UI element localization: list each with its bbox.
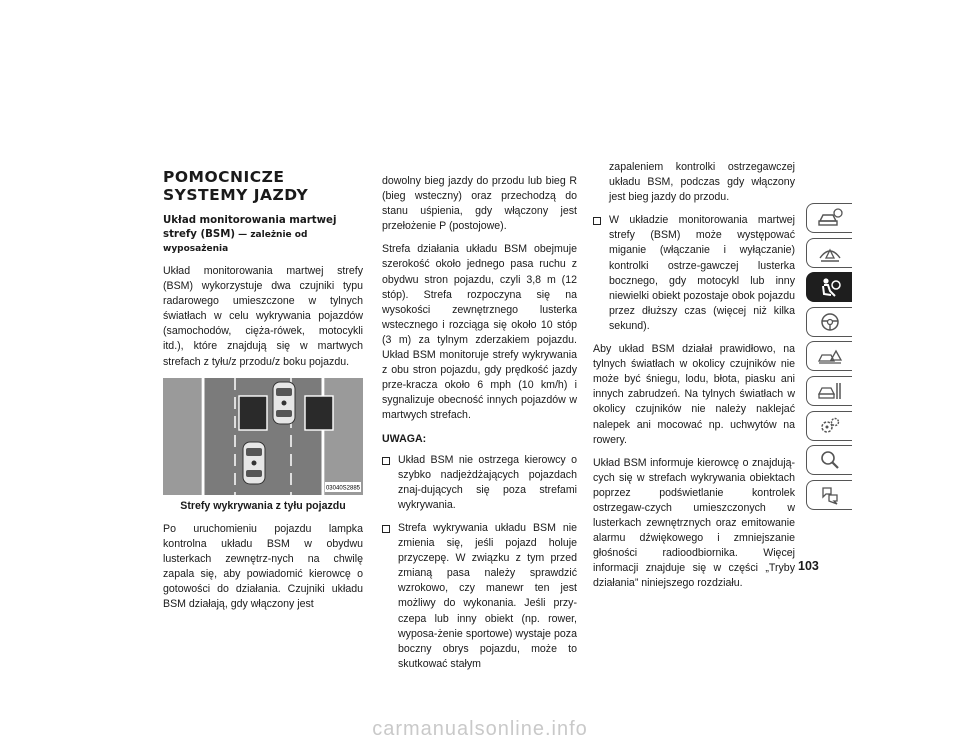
tab-index[interactable]: [806, 445, 852, 475]
paragraph: Po uruchomieniu pojazdu lampka kontrolna układu BSM w obydwu lusterkach zewnętrz-nych na chwilę zapala się, aby powiadomić kierowcę o gotowości do działania. Czujniki układu BSM działają, gdy włączony jest: [163, 522, 363, 611]
bullet-item: [382, 521, 577, 672]
subsection-title-suffix: — zależnie od wyposażenia: [163, 230, 308, 254]
paragraph: Strefa działania układu BSM obejmuje szerokość około jednego pasa ruchu z obydwu stron pojazdu, czyli 3,8 m (12 stóp). Strefa rozpoczyna się na wysokości zewnętrznego lusterka wstecznego i rozciąga się około 10 stóp (3 m) za tylnym zderzakiem pojazdu. Układ BSM monitoruje strefy wykrywania z obu stron pojazdu, gdy prędkość jazdy prze-kracza około 6 mph (10 km/h) i sygnalizuje obecność innych pojazdów w martwych strefach.: [382, 243, 577, 422]
page-number: 103: [798, 559, 819, 573]
paragraph: Aby układ BSM działał prawidłowo, na tylnych światłach w okolicy czujników nie może być śniegu, lodu, błota, piasku ani innych zabrudzeń. Na tylnych światłach w okolicy czujników nie należy naklejać nalepek ani mocować np. uchwytów na rowery.: [593, 343, 795, 446]
tab-emergency[interactable]: [806, 341, 852, 371]
bullet-item: [382, 453, 577, 513]
paragraph: Układ monitorowania martwej strefy (BSM) wykorzystuje dwa czujniki typu radarowego umieszczone w tylnych światłach w celu wykrywania pojazdów (samochodów, cięża-rówek, motocykli itd.), które znajdują się w martwych strefach z tyłu/z przodu/z boku pojazdu.: [163, 265, 363, 368]
checkbox-bullet-icon: [593, 217, 601, 225]
tab-safety[interactable]: [806, 272, 852, 302]
airbag-safety-icon: [817, 276, 843, 298]
tab-driving[interactable]: [806, 307, 852, 337]
car-service-icon: [817, 380, 843, 402]
column-2: [382, 174, 577, 680]
bullet-text: W układzie monitorowania martwej strefy (BSM) może występować miganie (włączanie i wyłączanie) kontrolki ostrze-gawczej lusterka bocznego, gdy motocykl lub inny niewielki obiekt pozostaje obok pojazdu przez dłuższy czas (więcej niż kilka sekund).: [609, 214, 795, 332]
column-3: [593, 160, 795, 600]
note-heading: UWAGA:: [382, 432, 427, 445]
detection-zones-figure: [163, 378, 363, 495]
car-info-icon: [817, 207, 843, 229]
figure-code: 03040S2885: [325, 485, 361, 492]
multilanguage-icon: [817, 484, 843, 506]
section-title: POMOCNICZE SYSTEMY JAZDY: [163, 168, 309, 204]
bullet-continuation: zapaleniem kontrolki ostrzegawczej układu BSM, podczas gdy włączony jest bieg jazdy do przodu.: [609, 161, 795, 204]
tab-dashboard[interactable]: [806, 238, 852, 268]
magnifier-index-icon: [817, 449, 843, 471]
tab-languages[interactable]: [806, 480, 852, 510]
tab-service[interactable]: [806, 376, 852, 406]
roadside-emergency-icon: [817, 345, 843, 367]
bullet-text: Układ BSM nie ostrzega kierowcy o szybko nadjeżdżających pojazdach znaj-dujących się poza strefami wykrywania.: [398, 453, 577, 511]
paragraph: dowolny bieg jazdy do przodu lub bieg R (bieg wsteczny) oraz przechodzą do stanu uśpienia, gdy włączony jest przełożenie P (postojowe).: [382, 175, 577, 233]
checkbox-bullet-icon: [382, 525, 390, 533]
paragraph: Układ BSM informuje kierowcę o znajdują-cych się w strefach wykrywania obiektach poprzez podświetlanie kontrolek ostrzegaw-czych umieszczonych w lusterkach zewnętrznych oraz emitowanie alarmu dźwiękowego i zmniejszanie głośności radioodbiornika. Więcej informacji znajduje się w części „Tryby działania” niniejszego rozdziału.: [593, 456, 795, 590]
bullet-text: Strefa wykrywania układu BSM nie zmienia się, jeśli pojazd holuje przyczepę. W związku z tym przed zmianą pasa należy sprawdzić wzrokowo, czy manewr ten jest możliwy do wykonania. Jeśli przy-czepa lub inny obiekt (np. rower, wyposa-żenie sportowe) wystaje poza boczny obrys pojazdu, może to skutkować stałym: [398, 521, 577, 670]
figure-caption: Strefy wykrywania z tyłu pojazdu: [180, 499, 346, 512]
bullet-item: [593, 213, 795, 334]
watermark: carmanualsonline.info: [372, 718, 588, 740]
tab-settings[interactable]: [806, 411, 852, 441]
tab-car-info[interactable]: [806, 203, 852, 233]
road-illustration: [163, 378, 363, 495]
subsection-title: [163, 214, 363, 256]
vehicle-top: [273, 382, 295, 424]
checkbox-bullet-icon: [382, 457, 390, 465]
settings-gears-icon: [817, 415, 843, 437]
vehicle-bottom: [243, 442, 265, 484]
column-1: [163, 168, 363, 620]
subsection-title-main: Układ monitorowania martwej strefy (BSM): [163, 215, 337, 240]
dashboard-warning-icon: [817, 242, 843, 264]
chapter-tabs: [806, 203, 852, 514]
steering-wheel-icon: [817, 311, 843, 333]
